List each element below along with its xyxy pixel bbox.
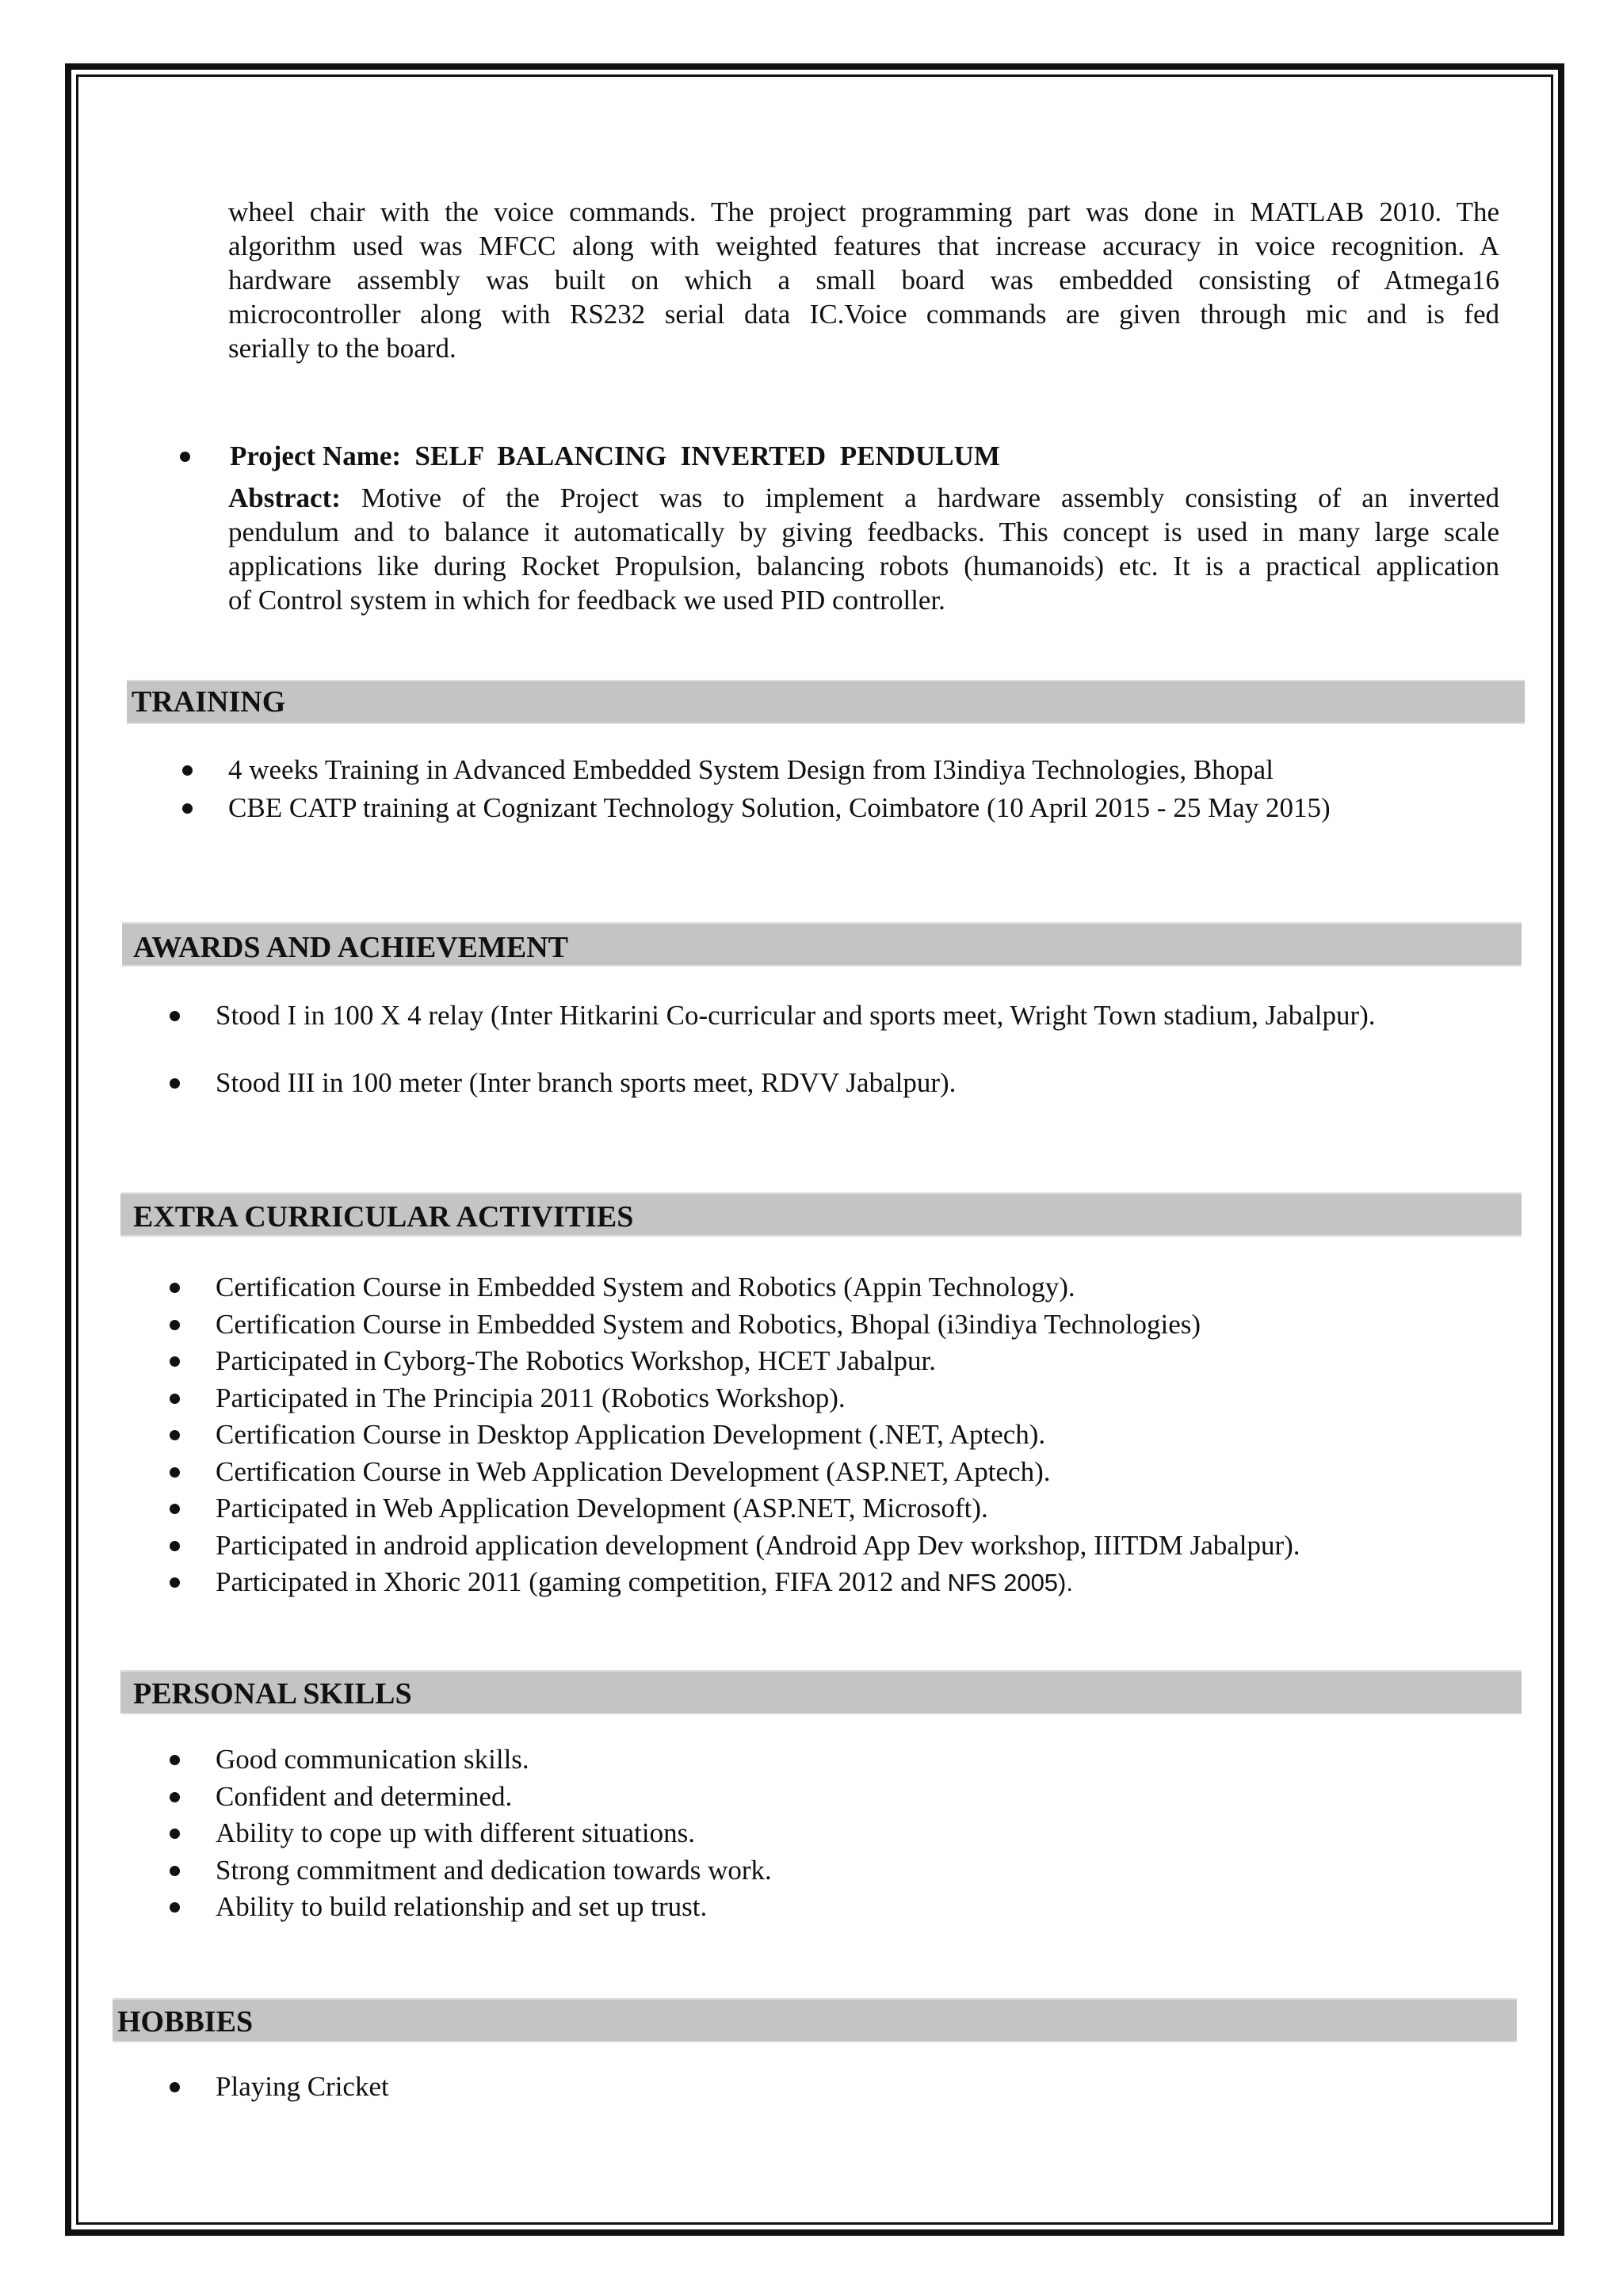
list-item	[170, 1527, 1300, 1565]
bullet-icon	[170, 1356, 180, 1367]
list-item-text: Stood I in 100 X 4 relay (Inter Hitkarini Co-curricular and sports meet, Wright Town stadium, Jabalpur).	[216, 1000, 1376, 1031]
list-item	[170, 1454, 1300, 1491]
paragraph-line: microcontroller along with RS232 serial data IC.Voice commands are given through mic and is fed	[228, 299, 1499, 330]
section-title-training: TRAINING	[132, 685, 286, 719]
bullet-icon	[170, 1866, 180, 1876]
section-title-awards: AWARDS AND ACHIEVEMENT	[133, 931, 568, 964]
paragraph-line: serially to the board.	[228, 333, 456, 364]
list-item-text	[216, 1564, 1073, 1601]
list-item-text: CBE CATP training at Cognizant Technology Solution, Coimbatore (10 April 2015 - 25 May 2015)	[228, 792, 1331, 823]
list-item-text: Stood III in 100 meter (Inter branch sports meet, RDVV Jabalpur).	[216, 1067, 957, 1098]
list-item	[170, 1306, 1300, 1344]
hobbies-list	[170, 2069, 389, 2106]
list-item-text: Strong commitment and dedication towards work.	[216, 1854, 772, 1886]
paragraph-line: of Control system in which for feedback we used PID controller.	[228, 585, 945, 616]
list-item	[170, 1889, 772, 1926]
bullet-icon	[170, 1394, 180, 1404]
list-item-text: Good communication skills.	[216, 1744, 529, 1775]
list-item-text: Participated in android application development (Android App Dev workshop, IIITDM Jabalpur).	[216, 1529, 1300, 1561]
list-item	[182, 751, 1331, 789]
list-item	[170, 1779, 772, 1816]
list-item-text: Certification Course in Web Application Development (ASP.NET, Aptech).	[216, 1455, 1051, 1487]
list-item	[170, 1490, 1300, 1527]
list-item	[170, 997, 1376, 1064]
training-list	[182, 751, 1331, 827]
bullet-icon	[170, 1430, 180, 1440]
list-item-text-tail: NFS 2005).	[947, 1569, 1073, 1596]
bullet-icon	[170, 1467, 180, 1478]
bullet-icon	[170, 1541, 180, 1551]
personal-skills-list	[170, 1741, 772, 1926]
list-item	[170, 1417, 1300, 1454]
bullet-icon	[170, 1011, 180, 1021]
project-title: Project Name: SELF BALANCING INVERTED PENDULUM	[230, 441, 1000, 471]
list-item-text-main: Participated in Xhoric 2011 (gaming competition, FIFA 2012 and	[216, 1566, 948, 1597]
awards-list	[170, 997, 1376, 1102]
section-header-bar	[127, 680, 1525, 724]
paragraph-line: hardware assembly was built on which a small board was embedded consisting of Atmega16	[228, 265, 1499, 296]
list-item	[170, 1564, 1300, 1601]
paragraph-line: wheel chair with the voice commands. The project programming part was done in MATLAB 2010. The	[228, 196, 1499, 227]
bullet-icon	[180, 452, 190, 462]
list-item-text: Certification Course in Embedded System and Robotics, Bhopal (i3indiya Technologies)	[216, 1308, 1201, 1340]
section-title-extra-curricular: EXTRA CURRICULAR ACTIVITIES	[133, 1200, 634, 1234]
list-item	[170, 1380, 1300, 1417]
list-item-text: 4 weeks Training in Advanced Embedded System Design from I3indiya Technologies, Bhopal	[228, 754, 1274, 785]
paragraph-line: applications like during Rocket Propulsion, balancing robots (humanoids) etc. It is a practical application	[228, 551, 1499, 582]
bullet-icon	[170, 1829, 180, 1839]
bullet-icon	[170, 1320, 180, 1330]
paragraph-line	[228, 481, 1499, 515]
list-item	[170, 1815, 772, 1852]
list-item-text: Certification Course in Desktop Application Development (.NET, Aptech).	[216, 1419, 1046, 1450]
bullet-icon	[170, 1792, 180, 1802]
abstract-label: Abstract:	[228, 482, 341, 513]
bullet-icon	[170, 1902, 180, 1913]
extra-curricular-list	[170, 1269, 1300, 1601]
project-abstract	[228, 481, 1499, 617]
paragraph-line: pendulum and to balance it automatically by giving feedbacks. This concept is used in many large scale	[228, 517, 1499, 547]
bullet-icon	[170, 1078, 180, 1089]
bullet-icon	[170, 1577, 180, 1588]
list-item-text: Ability to cope up with different situations.	[216, 1817, 695, 1848]
bullet-icon	[182, 803, 193, 814]
list-item-text: Participated in Cyborg-The Robotics Workshop, HCET Jabalpur.	[216, 1345, 937, 1376]
list-item	[182, 789, 1331, 827]
bullet-icon	[170, 1504, 180, 1514]
list-item-text: Participated in The Principia 2011 (Robotics Workshop).	[216, 1382, 846, 1413]
bullet-icon	[182, 765, 193, 776]
paragraph-line: algorithm used was MFCC along with weighted features that increase accuracy in voice recognition. A	[228, 231, 1499, 261]
list-item	[170, 1064, 1376, 1102]
list-item-text: Certification Course in Embedded System and Robotics (Appin Technology).	[216, 1272, 1075, 1302]
bullet-icon	[170, 1283, 180, 1293]
list-item-text: Ability to build relationship and set up trust.	[216, 1891, 708, 1922]
list-item-text: Playing Cricket	[216, 2071, 389, 2102]
section-title-personal-skills: PERSONAL SKILLS	[133, 1677, 412, 1711]
list-item	[170, 1741, 772, 1779]
section-header-bar	[113, 1998, 1517, 2042]
section-title-hobbies: HOBBIES	[117, 2005, 254, 2039]
list-item-text: Participated in Web Application Development (ASP.NET, Microsoft).	[216, 1493, 988, 1524]
list-item	[170, 1343, 1300, 1380]
bullet-icon	[170, 2082, 180, 2092]
bullet-icon	[170, 1755, 180, 1765]
list-item	[170, 1852, 772, 1890]
list-item	[170, 1269, 1300, 1306]
abstract-text: Motive of the Project was to implement a hardware assembly consisting of an inverted	[340, 482, 1499, 513]
project-description-continuation	[228, 195, 1499, 365]
list-item	[170, 2069, 389, 2106]
list-item-text: Confident and determined.	[216, 1780, 513, 1812]
